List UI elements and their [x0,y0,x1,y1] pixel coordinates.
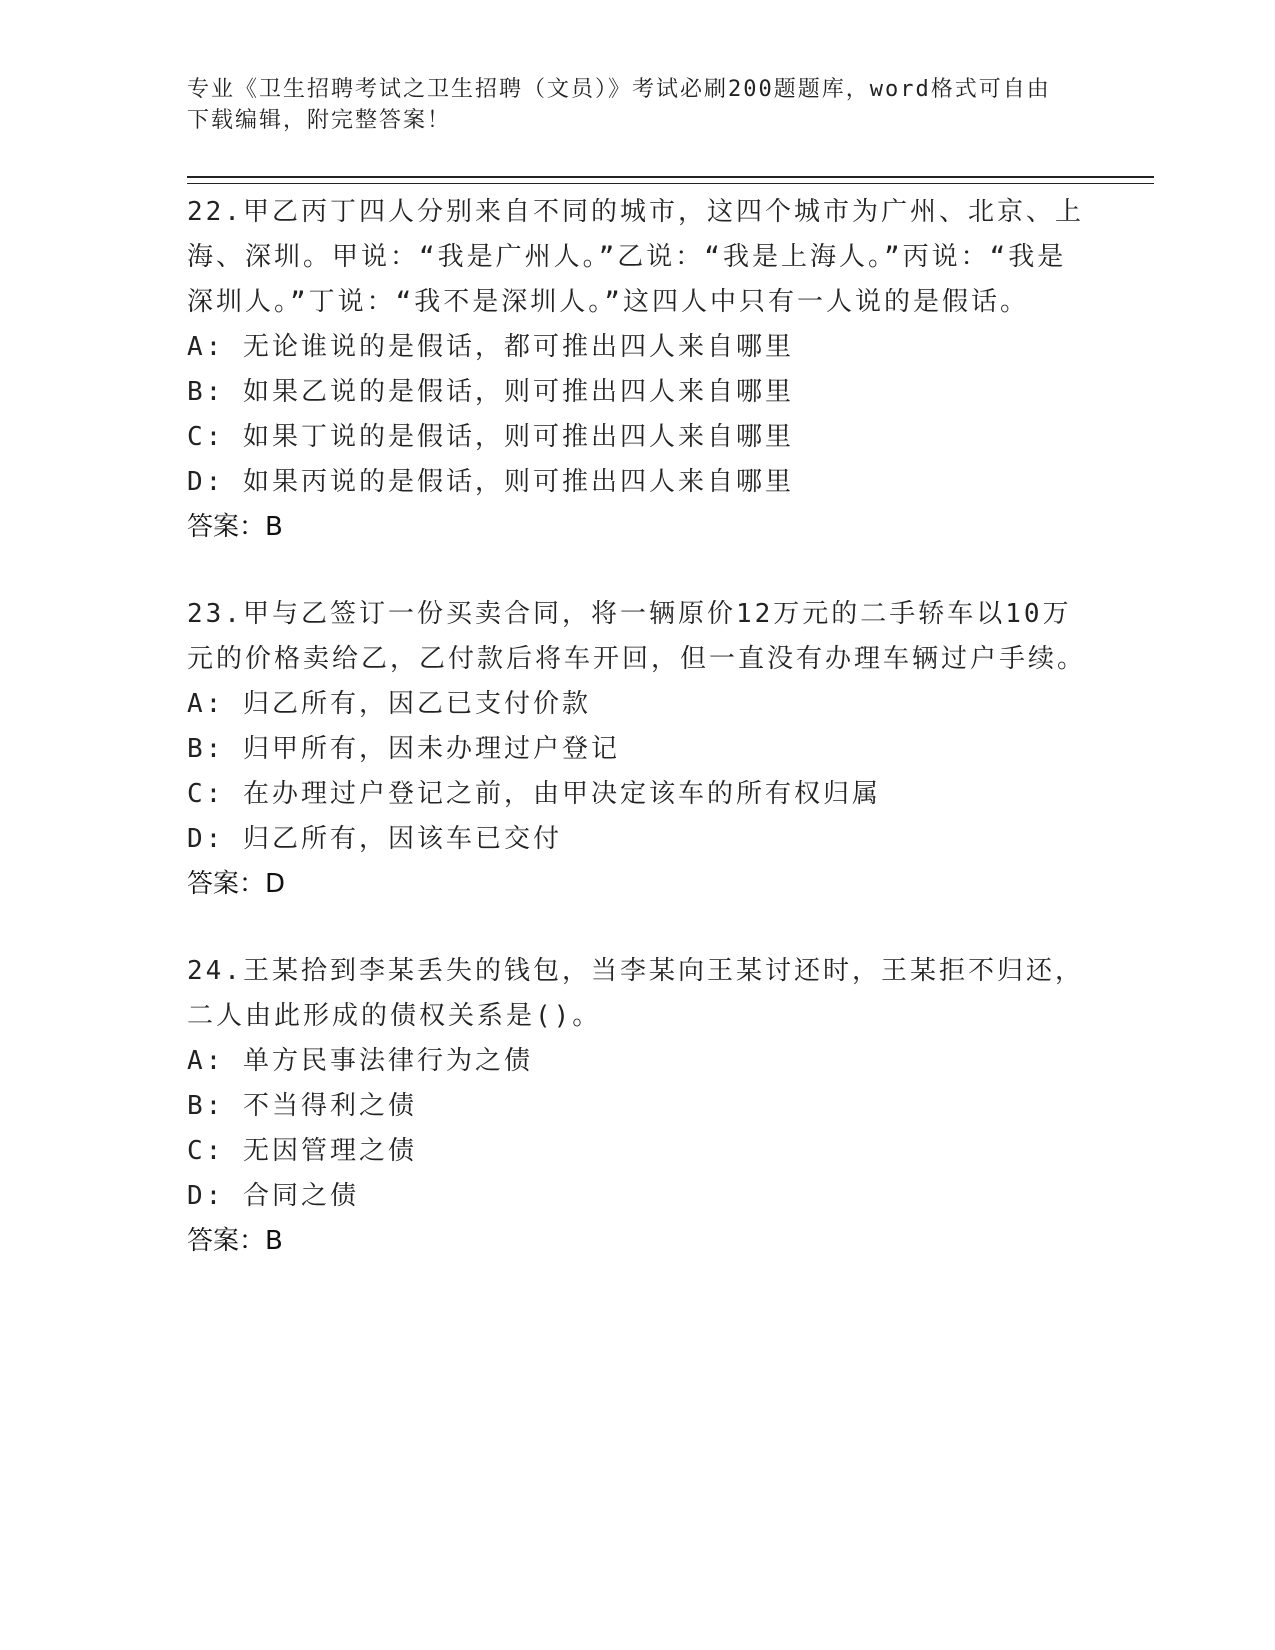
header-divider-thin [187,183,1154,184]
option-b: B: 不当得利之债 [187,1091,417,1121]
option-d: D: 合同之债 [187,1181,359,1211]
header-divider-thick [187,176,1154,178]
question-stem: 24.王某拾到李某丢失的钱包，当李某向王某讨还时，王某拒不归还，二人由此形成的债权关系是()。 [187,956,1084,1031]
option-b: B: 如果乙说的是假话，则可推出四人来自哪里 [187,377,794,407]
question-list [187,190,1087,1306]
option-d: D: 归乙所有，因该车已交付 [187,824,562,854]
question-24 [187,949,1087,1264]
question-stem: 22.甲乙丙丁四人分别来自不同的城市，这四个城市为广州、北京、上海、深圳。甲说：“我是广州人。”乙说：“我是上海人。”丙说：“我是深圳人。”丁说：“我不是深圳人。”这四人中只有一人说的是假话。 [187,197,1084,317]
option-b: B: 归甲所有，因未办理过户登记 [187,734,620,764]
answer-line: 答案：B [187,512,283,542]
option-a: A: 单方民事法律行为之债 [187,1046,533,1076]
document-header: 专业《卫生招聘考试之卫生招聘（文员）》考试必刷200题题库，word格式可自由下载编辑，附完整答案！ [187,77,1051,133]
option-a: A: 无论谁说的是假话，都可推出四人来自哪里 [187,332,794,362]
question-22 [187,190,1087,550]
answer-line: 答案：D [187,869,286,899]
answer-line: 答案：B [187,1226,283,1256]
option-c: C: 如果丁说的是假话，则可推出四人来自哪里 [187,422,794,452]
option-d: D: 如果丙说的是假话，则可推出四人来自哪里 [187,467,794,497]
option-c: C: 无因管理之债 [187,1136,417,1166]
option-c: C: 在办理过户登记之前，由甲决定该车的所有权归属 [187,779,881,809]
question-23 [187,592,1087,907]
option-a: A: 归乙所有，因乙已支付价款 [187,689,591,719]
question-stem: 23.甲与乙签订一份买卖合同，将一辆原价12万元的二手轿车以10万元的价格卖给乙，乙付款后将车开回，但一直没有办理车辆过户手续。 [187,599,1087,674]
